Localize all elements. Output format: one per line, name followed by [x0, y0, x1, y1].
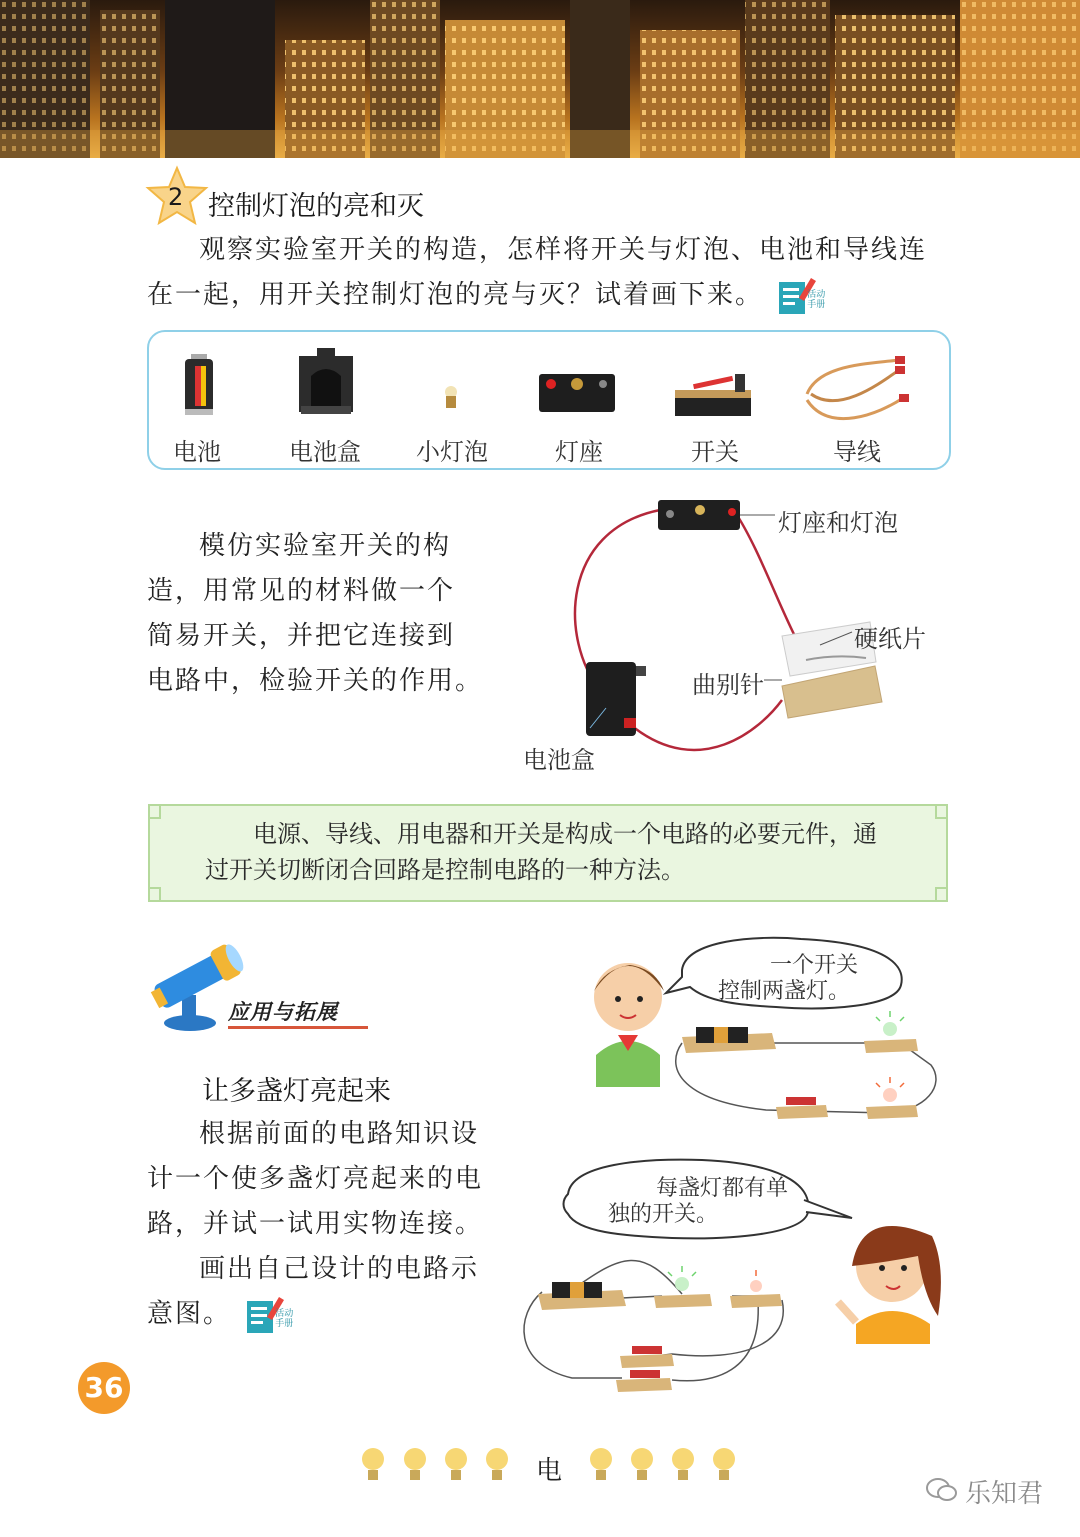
activity-paragraph	[147, 524, 484, 704]
extend-line: 计一个使多盏灯亮起来的电	[147, 1164, 484, 1194]
extend-line: 画出自己设计的电路示	[199, 1254, 480, 1284]
footer-bulb-icon	[360, 1446, 386, 1486]
label-battery-box: 电池盒	[523, 746, 595, 774]
battery-icon	[181, 354, 217, 418]
handbook-label: 活动 手册	[807, 290, 826, 310]
wechat-watermark-icon	[925, 1476, 959, 1504]
extend-line: 路，并试一试用实物连接。	[147, 1209, 484, 1239]
footer-chapter-title: 电	[536, 1456, 563, 1486]
footer-bulb-icon	[670, 1446, 696, 1486]
summary-line: 电源、导线、用电器和开关是构成一个电路的必要元件，通	[253, 820, 877, 848]
material-label-small-bulb: 小灯泡	[416, 438, 488, 466]
activity-handbook-icon	[777, 274, 829, 318]
footer-bulb-icon	[629, 1446, 655, 1486]
material-label-battery: 电池	[173, 438, 221, 466]
battery-box-icon	[293, 346, 359, 422]
boy-speech-text	[718, 953, 858, 1005]
multi-lamp-subtitle: 让多盏灯亮起来	[202, 1076, 391, 1107]
switch-icon	[673, 370, 753, 420]
watermark-text: 乐知君	[965, 1479, 1044, 1509]
page-number: 36	[78, 1362, 130, 1414]
intro-line-text: 在一起，用开关控制灯泡的亮与灭？试着画下来。	[147, 280, 764, 310]
wires-icon	[799, 354, 909, 430]
material-label-switch: 开关	[691, 438, 739, 466]
activity-line: 电路中，检验开关的作用。	[147, 666, 484, 696]
label-paperclip: 曲别针	[692, 671, 764, 699]
material-label-lamp-holder: 灯座	[555, 438, 603, 466]
girl-speech-line: 每盏灯都有单	[656, 1176, 789, 1201]
multi-lamp-paragraph	[147, 1112, 492, 1337]
footer-bulb-icon	[711, 1446, 737, 1486]
intro-line	[147, 273, 957, 318]
apply-extend-heading: 应用与拓展	[228, 996, 368, 1029]
section-number: 2	[168, 183, 184, 211]
section-title: 控制灯泡的亮和灭	[208, 191, 424, 222]
material-label-battery-box: 电池盒	[289, 438, 361, 466]
activity-handbook-icon	[245, 1293, 297, 1337]
label-cardboard: 硬纸片	[854, 625, 926, 653]
header-city-banner	[0, 0, 1080, 158]
extend-line: 根据前面的电路知识设	[199, 1119, 480, 1149]
footer-bulb-icon	[443, 1446, 469, 1486]
intro-paragraph	[147, 228, 957, 318]
footer-bulb-icon	[588, 1446, 614, 1486]
summary-line: 过开关切断闭合回路是控制电路的一种方法。	[205, 856, 685, 884]
city-skyline-image	[0, 0, 1080, 158]
small-bulb-icon	[443, 384, 459, 412]
material-label-wires: 导线	[833, 438, 881, 466]
girl-speech-text	[608, 1176, 808, 1228]
boy-speech-line: 一个开关	[769, 953, 858, 978]
lamp-holder-icon	[537, 368, 617, 416]
summary-text	[205, 816, 905, 888]
footer-bulb-icon	[484, 1446, 510, 1486]
girl-speech-line: 独的开关。	[608, 1202, 719, 1227]
materials-panel	[147, 330, 951, 470]
activity-line: 造，用常见的材料做一个	[147, 576, 456, 606]
footer-bulb-icon	[402, 1446, 428, 1486]
activity-line: 模仿实验室开关的构	[199, 531, 452, 561]
boy-speech-line: 控制两盏灯。	[718, 979, 851, 1004]
handbook-label: 活动 手册	[275, 1309, 294, 1329]
activity-line: 简易开关，并把它连接到	[147, 621, 456, 651]
extend-line: 意图。	[147, 1299, 232, 1329]
intro-line: 观察实验室开关的构造，怎样将开关与灯泡、电池和导线连	[199, 235, 928, 265]
label-lamp-holder-and-bulb: 灯座和灯泡	[778, 509, 898, 537]
